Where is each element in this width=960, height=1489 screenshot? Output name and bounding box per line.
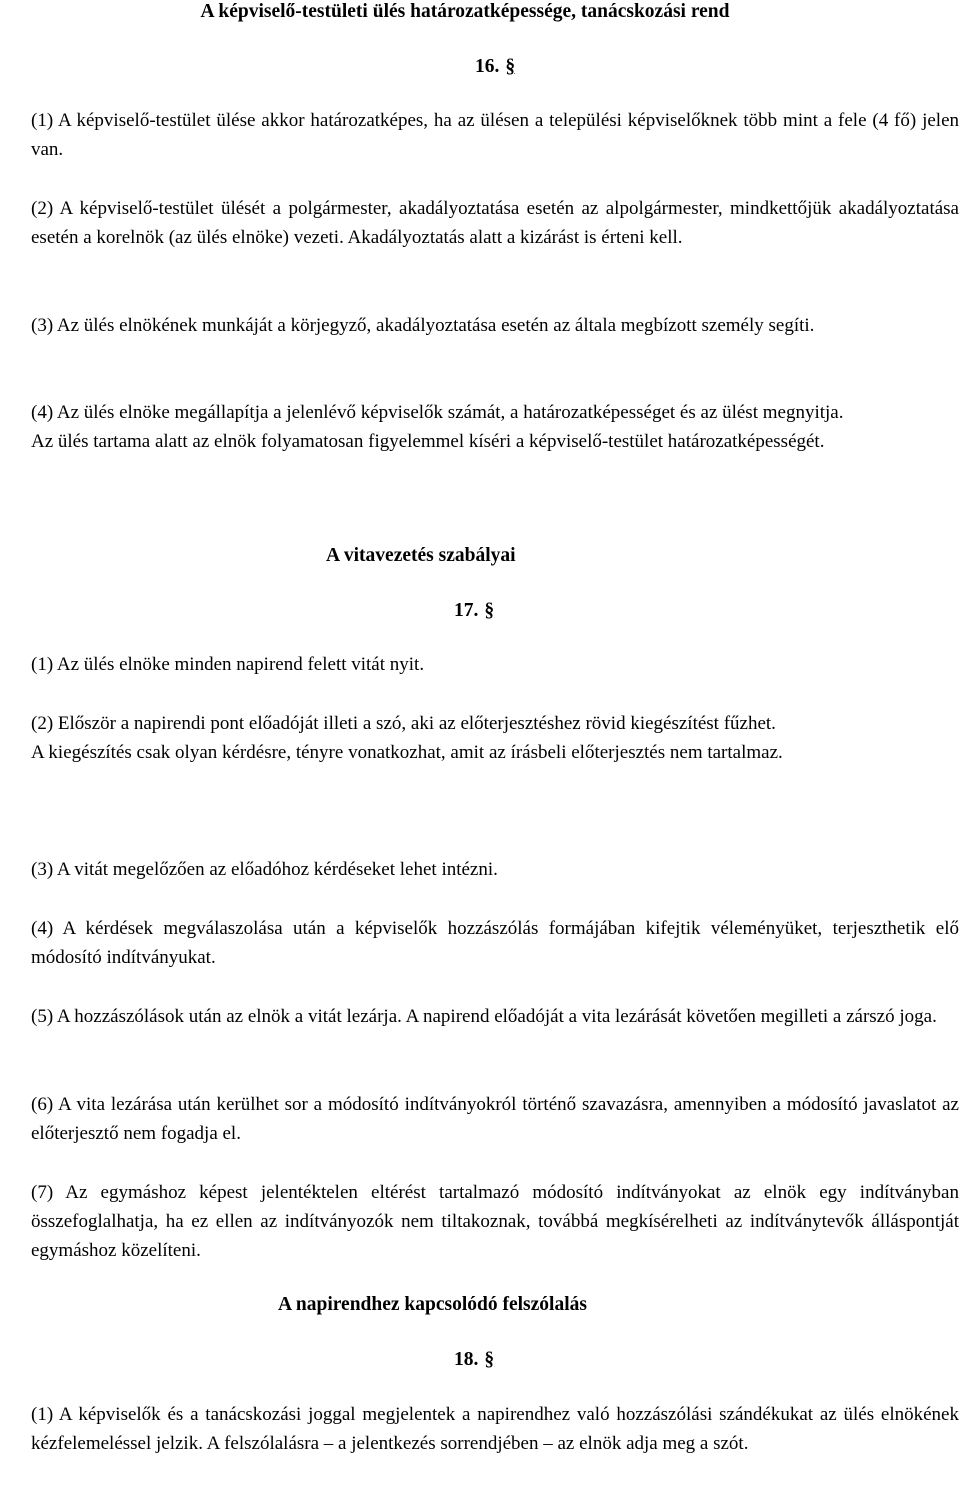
paragraph-number-17: [454, 598, 494, 624]
paragraph-text: A kiegészítés csak olyan kérdésre, tényre vonatkozhat, amit az írásbeli előterjesztés nem tartalmaz.: [31, 742, 783, 763]
paragraph-text: (5) A hozzászólások után az elnök a vitát lezárja. A napirend előadóját a vita lezárását követően megilleti a zárszó joga.: [31, 1006, 937, 1027]
paragraph-18-1: [31, 1400, 959, 1458]
paragraph-17-2: [31, 709, 959, 767]
paragraph-number-16: [31, 54, 959, 80]
section-sign: §: [505, 56, 516, 77]
paragraph-16-3: [31, 311, 959, 340]
paragraph-17-3: (3) A vitát megelőzően az előadóhoz kérdéseket lehet intézni.: [31, 859, 498, 880]
paragraph-17-5: [31, 1002, 959, 1031]
paragraph-16-4: [31, 398, 959, 456]
paragraph-number-18: [454, 1347, 494, 1373]
paragraph-number: 17.: [454, 600, 479, 621]
section-title-18: A napirendhez kapcsolódó felszólalás: [278, 1294, 587, 1315]
paragraph-text: (4) Az ülés elnöke megállapítja a jelenlévő képviselők számát, a határozatképességet és az ülést megnyitja.: [31, 402, 844, 423]
paragraph-text: (1) A képviselő-testület ülése akkor határozatképes, ha az ülésen a települési képviselőknek több mint a fele (4 fő) jelen van.: [31, 110, 959, 160]
paragraph-number: 18.: [454, 1349, 479, 1370]
paragraph-17-1: (1) Az ülés elnöke minden napirend felett vitát nyit.: [31, 654, 425, 675]
paragraph-text: (3) Az ülés elnökének munkáját a körjegyző, akadályoztatása esetén az általa megbízott személy segíti.: [31, 315, 815, 336]
paragraph-text: (2) Először a napirendi pont előadóját illeti a szó, aki az előterjesztéshez rövid kiegészítést fűzhet.: [31, 713, 776, 734]
paragraph-17-7: [31, 1178, 959, 1265]
paragraph-16-2: [31, 194, 959, 252]
paragraph-text: (6) A vita lezárása után kerülhet sor a módosító indítványokról történő szavazásra, amennyiben a módosító javaslatot az előterjesztő nem fogadja el.: [31, 1094, 959, 1144]
paragraph-text: (7) Az egymáshoz képest jelentéktelen eltérést tartalmazó módosító indítványokat az elnök egy indítványban összefoglalhatja, ha ez ellen az indítványozók nem tiltakoznak, továbbá megkísérelheti az indítványtevők álláspontját egymáshoz közelíteni.: [31, 1182, 959, 1261]
section-sign: §: [484, 1349, 495, 1370]
paragraph-text: (2) A képviselő-testület ülését a polgármester, akadályoztatása esetén az alpolgármester, mindkettőjük akadályoztatása esetén a korelnök (az ülés elnöke) vezeti. Akadályoztatás alatt a kizárást is érteni kell.: [31, 198, 959, 248]
section-title-16: A képviselő-testületi ülés határozatképessége, tanácskozási rend: [200, 1, 730, 22]
section-title-17: A vitavezetés szabályai: [326, 545, 516, 566]
paragraph-17-4: [31, 914, 959, 972]
paragraph-16-1: [31, 106, 959, 164]
section-sign: §: [484, 600, 495, 621]
paragraph-text: Az ülés tartama alatt az elnök folyamatosan figyelemmel kíséri a képviselő-testület határozatképességét.: [31, 431, 825, 452]
paragraph-17-6: [31, 1090, 959, 1148]
paragraph-text: (1) A képviselők és a tanácskozási joggal megjelentek a napirendhez való hozzászólási szándékukat az ülés elnökének kézfelemeléssel jelzik. A felszólalásra – a jelentkezés sorrendjében – az elnök adja meg a szót.: [31, 1404, 959, 1454]
paragraph-text: (4) A kérdések megválaszolása után a képviselők hozzászólás formájában kifejtik véleményüket, terjeszthetik elő módosító indítványukat.: [31, 918, 959, 968]
paragraph-number: 16.: [474, 56, 500, 77]
